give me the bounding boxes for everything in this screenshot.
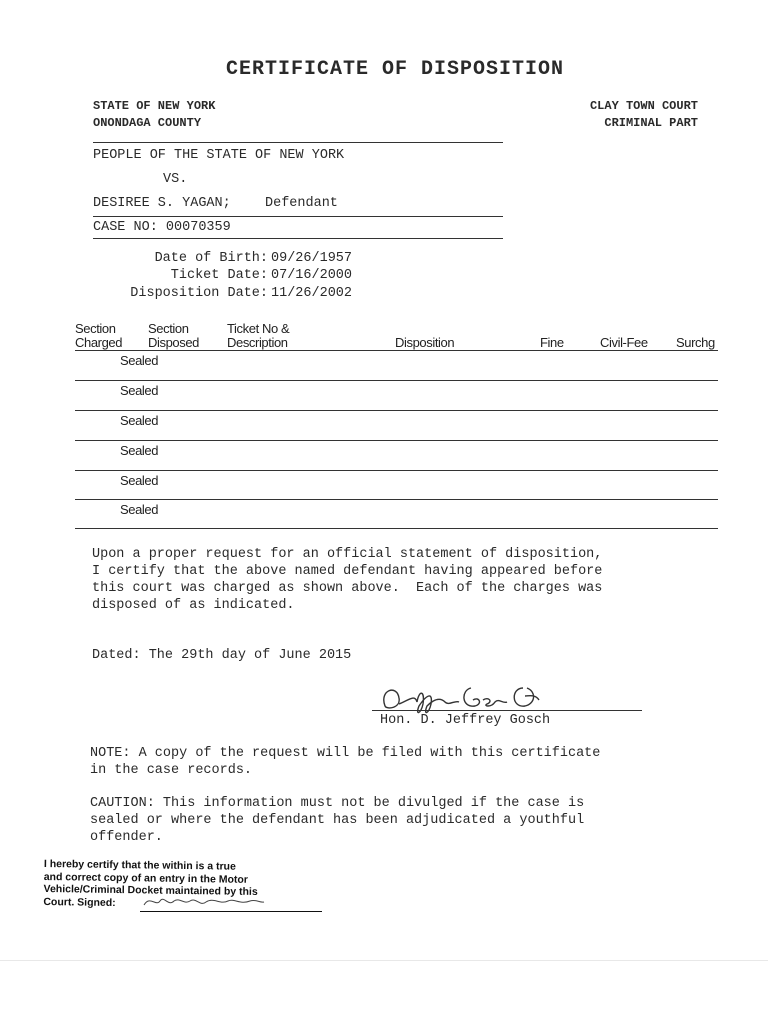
- table-row: Sealed: [120, 443, 159, 458]
- col-fine: Fine: [540, 335, 564, 350]
- row-rule: [75, 440, 718, 441]
- dob-value: 09/26/1957: [271, 251, 353, 266]
- divider: [93, 216, 503, 217]
- divider: [93, 142, 503, 143]
- disposition-date-label: Disposition Date:: [130, 286, 268, 301]
- table-row: Sealed: [120, 383, 159, 398]
- case-number: CASE NO: 00070359: [93, 220, 231, 235]
- certification-stamp: I hereby certify that the within is a true and correct copy of an entry in the Motor Vehicle/Criminal Docket maintained by this Court. Signed:: [43, 858, 258, 909]
- col-surcharge: Surchg: [676, 335, 715, 350]
- page-title: CERTIFICATE OF DISPOSITION: [225, 58, 565, 81]
- table-row: Sealed: [120, 353, 159, 368]
- col-civil-fee: Civil-Fee: [600, 335, 648, 350]
- court-part-label: CRIMINAL PART: [604, 116, 698, 130]
- divider: [93, 238, 503, 239]
- certification-text: Upon a proper request for an official statement of disposition, I certify that the above named defendant having appeared before this court was charged as shown above. Each of the charges was disposed of as indicated.: [92, 547, 603, 613]
- row-rule: [75, 410, 718, 411]
- stamp-signature-line: [140, 911, 322, 912]
- col-section-disposed: Section Disposed: [148, 321, 199, 350]
- defendant-role: Defendant: [265, 196, 338, 211]
- clerk-signature-icon: [140, 893, 270, 911]
- defendant-name: DESIREE S. YAGAN;: [93, 196, 231, 211]
- caution-text: CAUTION: This information must not be divulged if the case is sealed or where the defendant has been adjudicated a youthful offender.: [90, 796, 585, 845]
- note-text: NOTE: A copy of the request will be filed with this certificate in the case records.: [90, 746, 601, 778]
- people-label: PEOPLE OF THE STATE OF NEW YORK: [93, 148, 345, 163]
- row-rule: [75, 528, 718, 529]
- versus-label: VS.: [163, 172, 188, 187]
- ticket-date-value: 07/16/2000: [271, 268, 353, 283]
- row-rule: [75, 499, 718, 500]
- col-section-charged: Section Charged: [75, 321, 123, 350]
- dob-label: Date of Birth:: [154, 251, 268, 266]
- table-row: Sealed: [120, 502, 159, 517]
- row-rule: [75, 470, 718, 471]
- judge-name: Hon. D. Jeffrey Gosch: [380, 713, 551, 728]
- col-disposition: Disposition: [395, 335, 455, 350]
- page-edge: [0, 960, 768, 961]
- table-row: Sealed: [120, 413, 159, 428]
- state-label: STATE OF NEW YORK: [93, 99, 216, 113]
- row-rule: [75, 380, 718, 381]
- table-row: Sealed: [120, 473, 159, 488]
- ticket-date-label: Ticket Date:: [170, 268, 268, 283]
- col-ticket-description: Ticket No & Description: [227, 321, 290, 350]
- county-label: ONONDAGA COUNTY: [93, 116, 202, 130]
- table-header-rule: [75, 350, 718, 351]
- signature-line: [372, 710, 642, 711]
- court-label: CLAY TOWN COURT: [589, 99, 698, 113]
- dated-line: Dated: The 29th day of June 2015: [92, 648, 352, 663]
- disposition-date-value: 11/26/2002: [271, 286, 353, 301]
